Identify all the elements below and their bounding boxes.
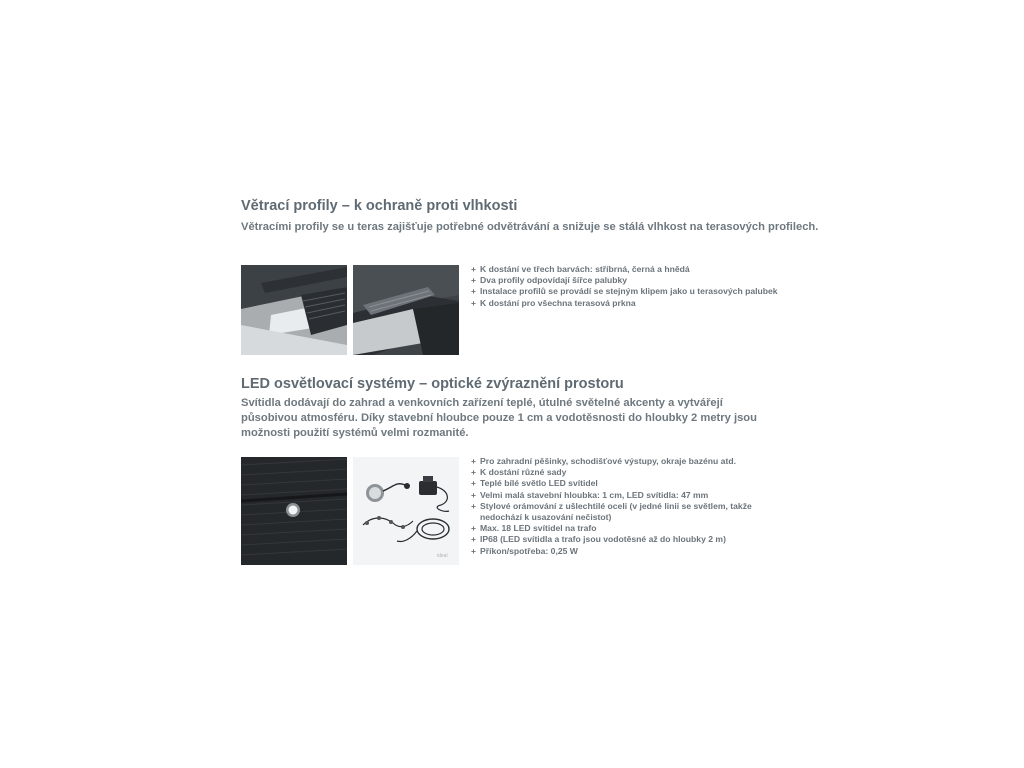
list-item: + Teplé bílé světlo LED svítidel bbox=[471, 478, 598, 489]
vent-profile-photo-1 bbox=[241, 265, 347, 355]
list-item: + Dva profily odpovídají šířce palubky bbox=[471, 275, 628, 286]
led-bullet-list bbox=[471, 456, 780, 557]
list-item: + Příkon/spotřeba: 0,25 W bbox=[471, 545, 578, 556]
ventilation-bullet-list bbox=[471, 264, 778, 309]
list-item: + Max. 18 LED svítidel na trafo bbox=[471, 523, 597, 534]
led-description: Svítidla dodávají do zahrad a venkovních zařízení teplé, útulné světelné akcenty a vytvářejí působivou atmosféru. Díky stavební hloubce pouze 1 cm a vodotěsnosti do hloubky 2 metry jsou možnosti použití systémů velmi rozmanité. bbox=[241, 397, 757, 439]
led-kit-photo bbox=[353, 457, 459, 565]
list-item: + Pro zahradní pěšinky, schodišťové výstupy, okraje bazénu atd. bbox=[471, 456, 736, 466]
vent-profile-photo-2 bbox=[353, 265, 459, 355]
list-item: + Stylové orámování z ušlechtilé oceli (v jedné linii se světlem, takže nedochází k usazování nečistot) bbox=[471, 500, 752, 523]
list-item: + K dostání různé sady bbox=[471, 467, 567, 478]
list-item: + K dostání ve třech barvách: stříbrná, černá a hnědá bbox=[471, 264, 690, 274]
list-item: + Velmi malá stavební hloubka: 1 cm, LED svítidla: 47 mm bbox=[471, 489, 709, 500]
led-decking-photo bbox=[241, 457, 347, 565]
svg-text:ideal: ideal bbox=[437, 553, 448, 559]
list-item: + IP68 (LED svítidla a trafo jsou vodotěsné až do hloubky 2 m) bbox=[471, 534, 726, 545]
list-item: + K dostání pro všechna terasová prkna bbox=[471, 297, 636, 308]
ventilation-title: Větrací profily – k ochraně proti vlhkosti bbox=[241, 198, 518, 214]
list-item: + Instalace profilů se provádí se stejným klipem jako u terasových palubek bbox=[471, 286, 778, 297]
led-title: LED osvětlovací systémy – optické zvýraznění prostoru bbox=[241, 376, 624, 392]
ventilation-description: Větracími profily se u teras zajišťuje potřebné odvětrávání a snižuje se stálá vlhkost na terasových profilech. bbox=[241, 221, 819, 233]
